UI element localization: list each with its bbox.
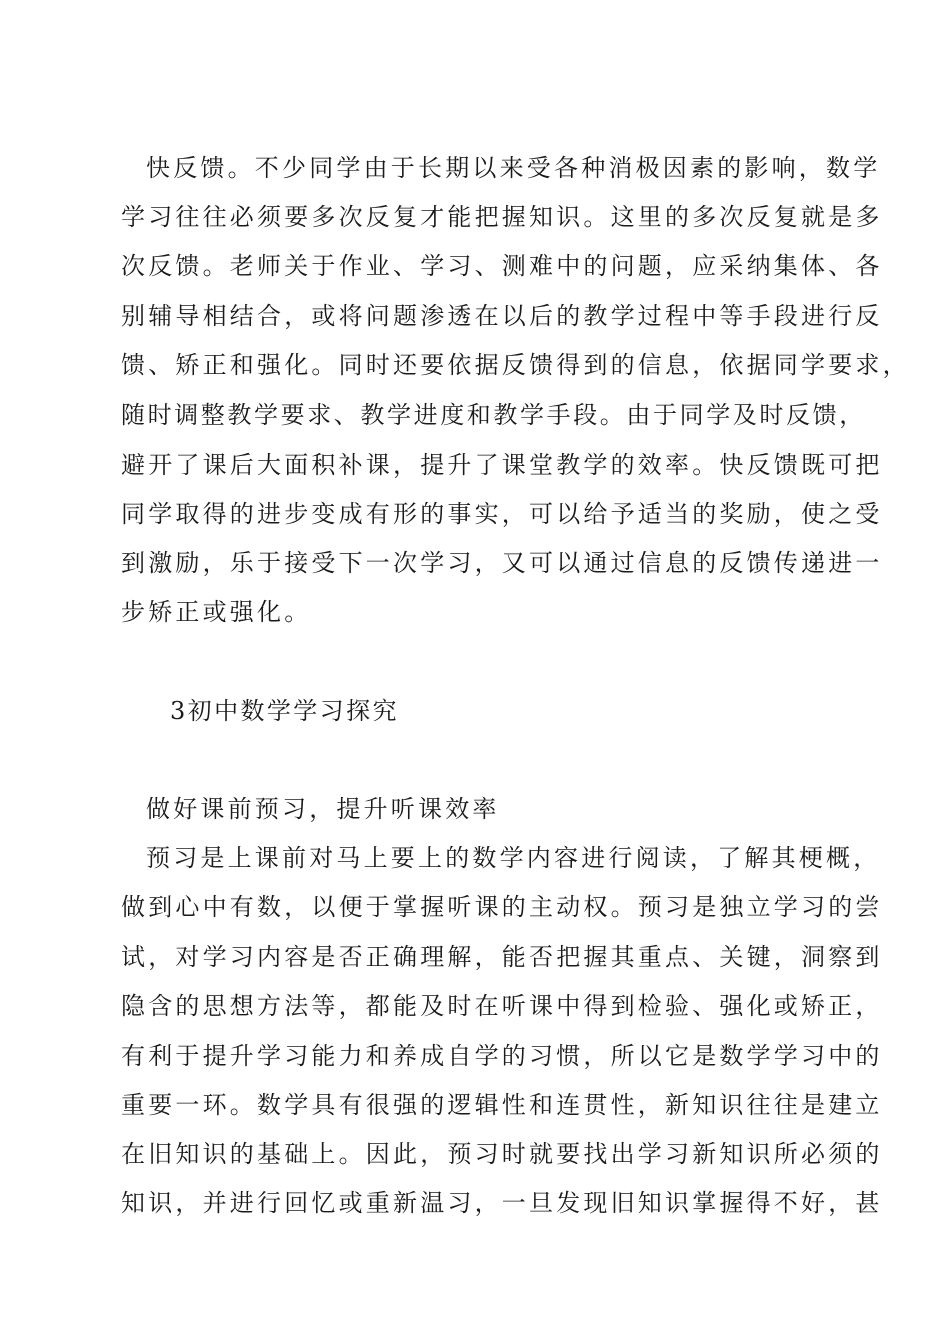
paragraph-2-line-6: 重要一环。数学具有很强的逻辑性和连贯性，新知识往往是建立: [121, 1091, 883, 1119]
paragraph-2-line-5: 有利于提升学习能力和养成自学的习惯，所以它是数学学习中的: [121, 1042, 883, 1070]
paragraph-1-line-4: 别辅导相结合，或将问题渗透在以后的教学过程中等手段进行反: [121, 302, 883, 330]
paragraph-2-line-2: 做到心中有数，以便于掌握听课的主动权。预习是独立学习的尝: [121, 893, 883, 921]
paragraph-1-line-10: 步矫正或强化。: [121, 598, 312, 626]
paragraph-2-line-8: 知识，并进行回忆或重新温习，一旦发现旧知识掌握得不好，甚: [121, 1189, 883, 1217]
paragraph-2-line-7: 在旧知识的基础上。因此，预习时就要找出学习新知识所必须的: [121, 1140, 883, 1168]
paragraph-1-line-3: 次反馈。老师关于作业、学习、测难中的问题，应采纳集体、各: [121, 252, 883, 280]
paragraph-2-line-1: 预习是上课前对马上要上的数学内容进行阅读，了解其梗概，: [146, 844, 881, 872]
paragraph-1-line-1: 快反馈。不少同学由于长期以来受各种消极因素的影响，数学: [146, 154, 881, 182]
paragraph-2-line-4: 隐含的思想方法等，都能及时在听课中得到检验、强化或矫正，: [121, 992, 883, 1020]
paragraph-1-line-6: 随时调整教学要求、教学进度和教学手段。由于同学及时反馈，: [121, 401, 866, 429]
subheading: 做好课前预习，提升听课效率: [146, 795, 500, 823]
paragraph-1-line-8: 同学取得的进步变成有形的事实，可以给予适当的奖励，使之受: [121, 500, 883, 528]
paragraph-1-line-7: 避开了课后大面积补课，提升了课堂教学的效率。快反馈既可把: [121, 451, 883, 479]
paragraph-1-line-5: 馈、矫正和强化。同时还要依据反馈得到的信息，依据同学要求，: [121, 351, 910, 379]
paragraph-1-line-2: 学习往往必须要多次反复才能把握知识。这里的多次反复就是多: [121, 203, 883, 231]
section-heading: 3初中数学学习探究: [170, 697, 399, 725]
paragraph-1-line-9: 到激励，乐于接受下一次学习，又可以通过信息的反馈传递进一: [121, 549, 883, 577]
paragraph-2-line-3: 试，对学习内容是否正确理解，能否把握其重点、关键，洞察到: [121, 943, 883, 971]
